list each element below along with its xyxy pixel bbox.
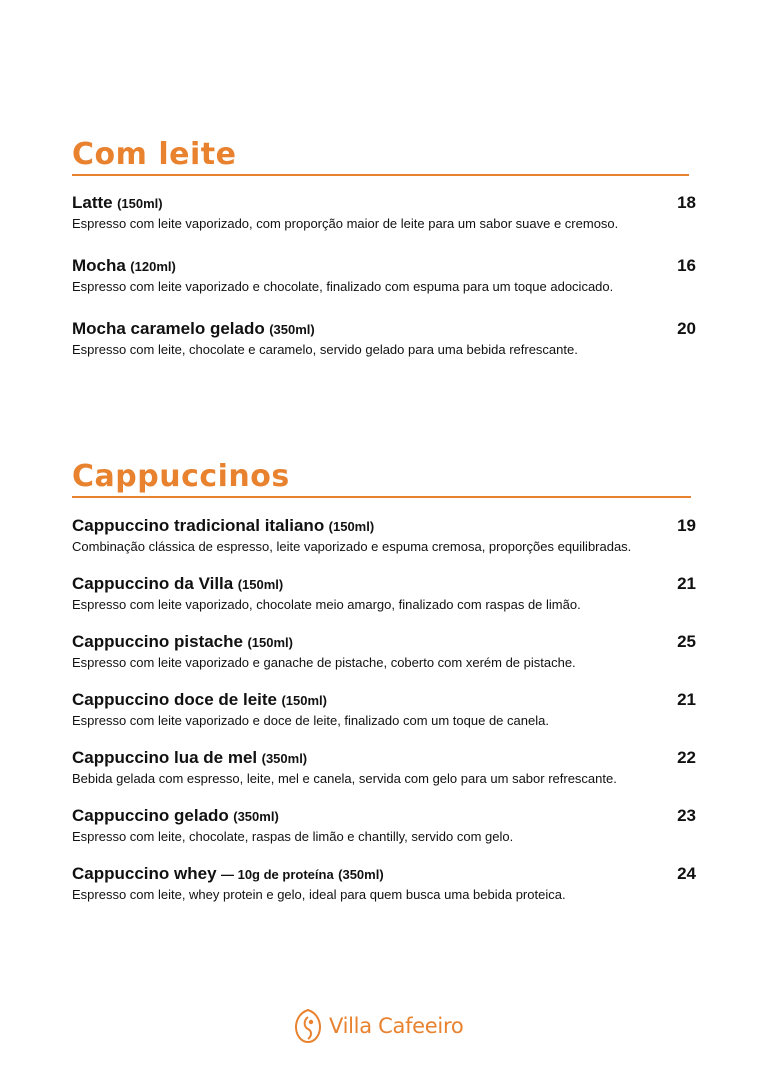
- item-name: Cappuccino tradicional italiano: [72, 516, 325, 535]
- item-size: (350ml): [269, 322, 315, 337]
- item-description: Espresso com leite, chocolate e caramelo, servido gelado para uma bebida refrescante.: [72, 342, 578, 357]
- item-price: 21: [677, 574, 696, 593]
- section-com-leite: [72, 137, 696, 357]
- item-size: (350ml): [233, 809, 279, 824]
- item-description: Espresso com leite, chocolate, raspas de limão e chantilly, servido com gelo.: [72, 829, 514, 844]
- item-name: Cappuccino da Villa: [72, 574, 234, 593]
- item-description: Espresso com leite vaporizado e chocolate, finalizado com espuma para um toque adocicado.: [72, 279, 614, 294]
- menu-item: [72, 864, 696, 903]
- item-size: (150ml): [237, 577, 284, 592]
- item-protein-note: — 10g de proteína: [220, 867, 334, 882]
- item-name: Cappuccino lua de mel: [72, 748, 258, 767]
- item-price: 20: [677, 319, 696, 338]
- item-price: 25: [677, 632, 696, 651]
- menu-item: [72, 806, 696, 845]
- item-name: Mocha caramelo gelado: [72, 319, 265, 338]
- item-size: (350ml): [338, 867, 384, 882]
- section-cappuccinos: [72, 459, 696, 902]
- item-size: (120ml): [130, 259, 176, 274]
- item-price: 24: [677, 864, 696, 883]
- item-description: Espresso com leite, whey protein e gelo, ideal para quem busca uma bebida proteica.: [72, 887, 566, 902]
- menu-item: [72, 748, 696, 787]
- item-description: Espresso com leite vaporizado, com proporção maior de leite para um sabor suave e cremoso.: [72, 216, 619, 231]
- item-price: 22: [677, 748, 696, 767]
- item-size: (150ml): [328, 519, 375, 534]
- menu-item: [72, 319, 696, 358]
- item-price: 23: [677, 806, 696, 825]
- menu-item: [72, 256, 696, 295]
- coffee-bean-logo-icon: [293, 1008, 323, 1044]
- section-title: Com leite: [72, 138, 689, 176]
- item-price: 21: [677, 690, 696, 709]
- brand-logo: [293, 1008, 463, 1044]
- item-size: (150ml): [117, 196, 163, 211]
- item-name: Latte: [72, 193, 113, 212]
- brand-name: Villa Cafeeiro: [329, 1014, 464, 1038]
- item-name: Cappuccino whey: [72, 864, 217, 883]
- item-size: (350ml): [261, 751, 308, 766]
- item-name: Cappuccino doce de leite: [72, 690, 277, 709]
- item-size: (150ml): [281, 693, 327, 708]
- menu-item: [72, 574, 696, 613]
- item-price: 19: [677, 516, 696, 535]
- item-description: Bebida gelada com espresso, leite, mel e canela, servida com gelo para um sabor refrescante.: [72, 771, 617, 786]
- item-size: (150ml): [247, 635, 293, 650]
- menu-item: [72, 690, 696, 729]
- item-name: Cappuccino gelado: [72, 806, 229, 825]
- item-name: Cappuccino pistache: [72, 632, 243, 651]
- item-description: Espresso com leite vaporizado e ganache de pistache, coberto com xerém de pistache.: [72, 655, 576, 670]
- menu-item: [72, 516, 696, 555]
- item-price: 16: [677, 256, 696, 275]
- item-description: Espresso com leite vaporizado e doce de leite, finalizado com um toque de canela.: [72, 713, 549, 728]
- item-price: 18: [677, 193, 696, 212]
- item-name: Mocha: [72, 256, 126, 275]
- section-title: Cappuccinos: [72, 460, 691, 498]
- item-description: Combinação clássica de espresso, leite vaporizado e espuma cremosa, proporções equilibradas.: [72, 539, 632, 554]
- menu-item: [72, 632, 696, 671]
- menu-item: [72, 193, 696, 232]
- item-description: Espresso com leite vaporizado, chocolate meio amargo, finalizado com raspas de limão.: [72, 597, 581, 612]
